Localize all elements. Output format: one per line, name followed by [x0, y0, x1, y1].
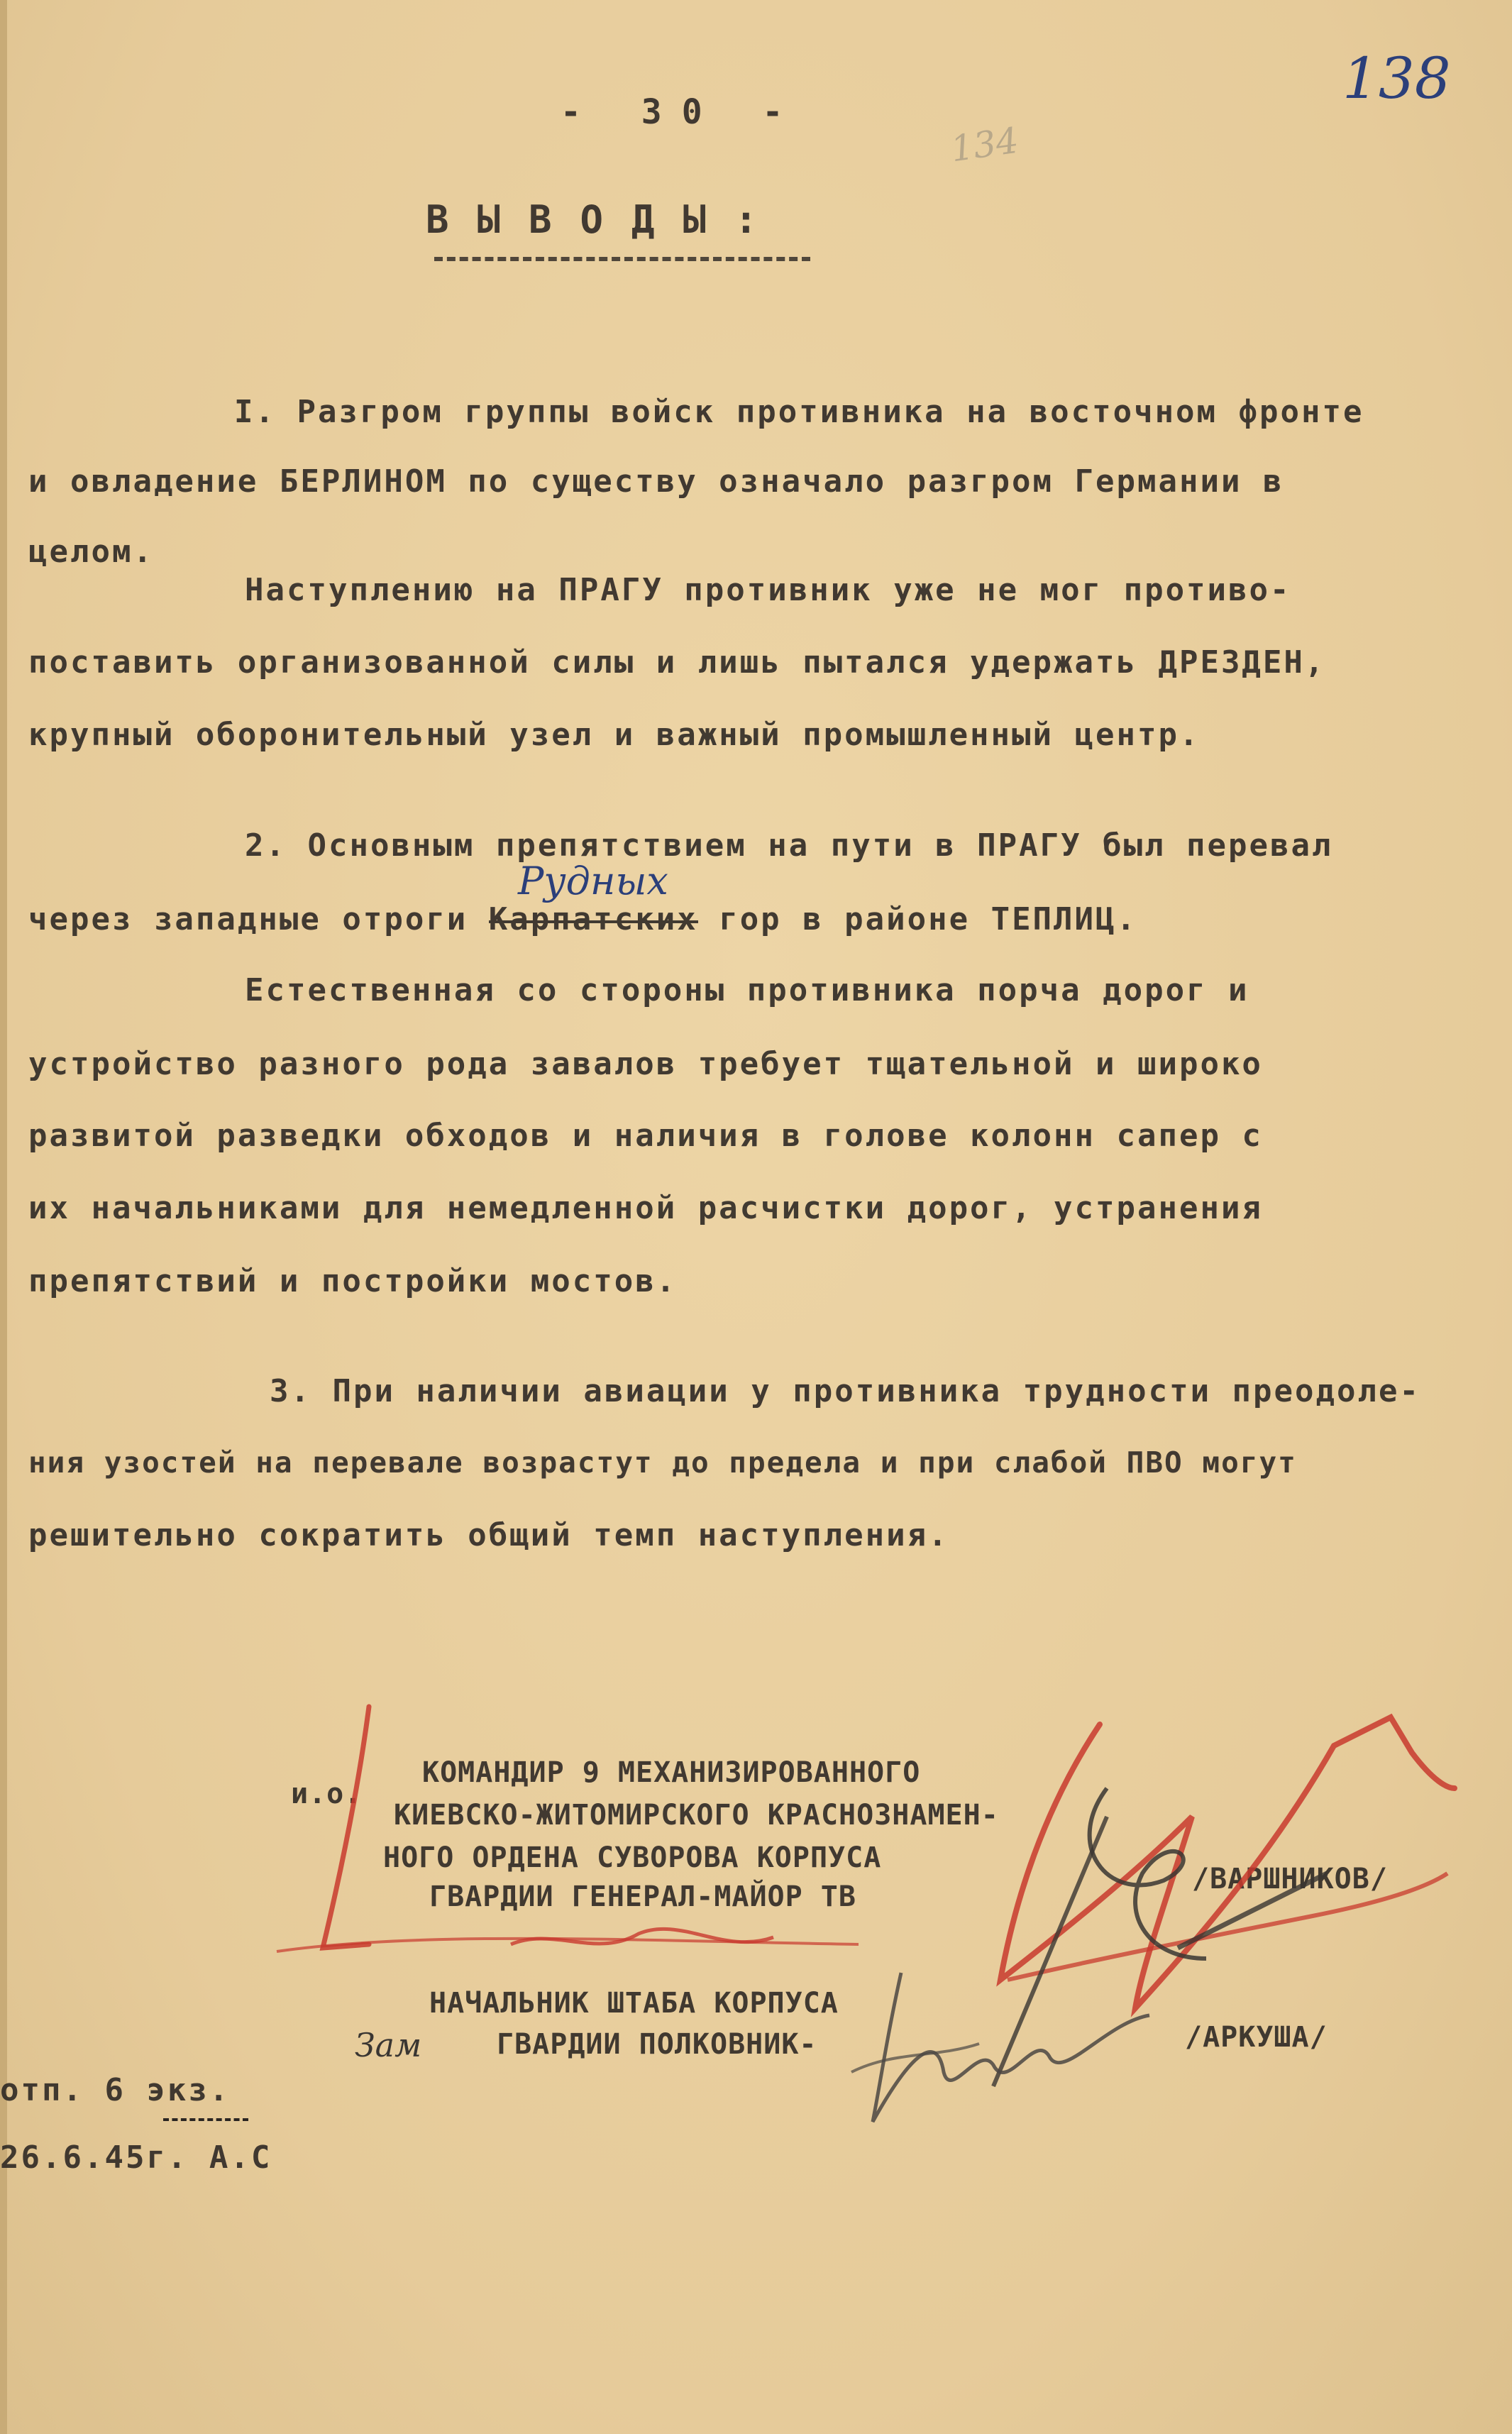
document-title: ВЫВОДЫ:: [426, 197, 786, 242]
archive-number: 138: [1342, 45, 1451, 111]
text-line: решительно сократить общий темп наступления.: [28, 1517, 949, 1553]
commander-title-line: НОГО ОРДЕНА СУВОРОВА КОРПУСА: [383, 1841, 882, 1874]
old-archive-number: 134: [948, 119, 1022, 170]
text-line: целом.: [28, 534, 154, 570]
date-initials: 26.6.45г. А.С: [0, 2140, 272, 2176]
commander-name: /ВАРШНИКОВ/: [1192, 1863, 1388, 1895]
text-fragment: гор в районе ТЕПЛИЦ.: [719, 901, 1138, 937]
ink-signature: [1090, 1788, 1206, 1959]
chief-name: /АРКУША/: [1185, 2021, 1328, 2054]
handwritten-deputy-prefix: Зам: [355, 2026, 422, 2064]
page-number: - 30 -: [561, 92, 803, 132]
red-pencil-mark: [511, 1929, 773, 1944]
text-line: поставить организованной силы и лишь пытался удержать ДРЕЗДЕН,: [28, 644, 1326, 681]
text-line: развитой разведки обходов и наличия в голове колонн сапер с: [28, 1118, 1263, 1154]
ink-signature: [1178, 1873, 1327, 1948]
text-line: Естественная со стороны противника порча дорог и: [245, 972, 1249, 1008]
text-line: Наступлению на ПРАГУ противник уже не мог противо-: [245, 572, 1291, 608]
text-line: устройство разного рода завалов требует тщательной и широко: [28, 1046, 1263, 1082]
text-fragment: через западные отроги: [28, 901, 468, 937]
text-line: их начальниками для немедленной расчистки дорог, устранения: [28, 1190, 1263, 1226]
commander-title-line: ГВАРДИИ ГЕНЕРАЛ-МАЙОР ТВ: [429, 1880, 856, 1913]
struck-out-word: Карпатских: [488, 901, 698, 937]
text-line: и овладение БЕРЛИНОМ по существу означало разгром Германии в: [28, 463, 1284, 500]
red-pencil-mark: [323, 1707, 369, 1948]
acting-prefix: и.о.: [291, 1778, 363, 1810]
text-line: 3. При наличии авиации у противника трудности преодоле-: [270, 1373, 1420, 1409]
text-line: ния узостей на перевале возрастут до предела и при слабой ПВО могут: [28, 1445, 1297, 1480]
commander-title-line: КИЕВСКО-ЖИТОМИРСКОГО КРАСНОЗНАМЕН-: [394, 1799, 999, 1832]
text-line: крупный оборонительный узел и важный промышленный центр.: [28, 717, 1201, 753]
handwritten-correction: Рудных: [518, 859, 668, 903]
copies-note: отп. 6 экз.: [0, 2072, 231, 2108]
text-line: препятствий и постройки мостов.: [28, 1263, 678, 1299]
text-line: I. Разгром группы войск противника на восточном фронте: [234, 394, 1364, 430]
commander-title-line: КОМАНДИР 9 МЕХАНИЗИРОВАННОГО: [422, 1756, 921, 1789]
chief-title-line: НАЧАЛЬНИК ШТАБА КОРПУСА: [429, 1987, 839, 2020]
chief-title-line: ГВАРДИИ ПОЛКОВНИК-: [497, 2028, 817, 2061]
red-signature: [1008, 1873, 1447, 1980]
text-line: 2. Основным препятствием на пути в ПРАГУ был перевал: [245, 827, 1333, 864]
